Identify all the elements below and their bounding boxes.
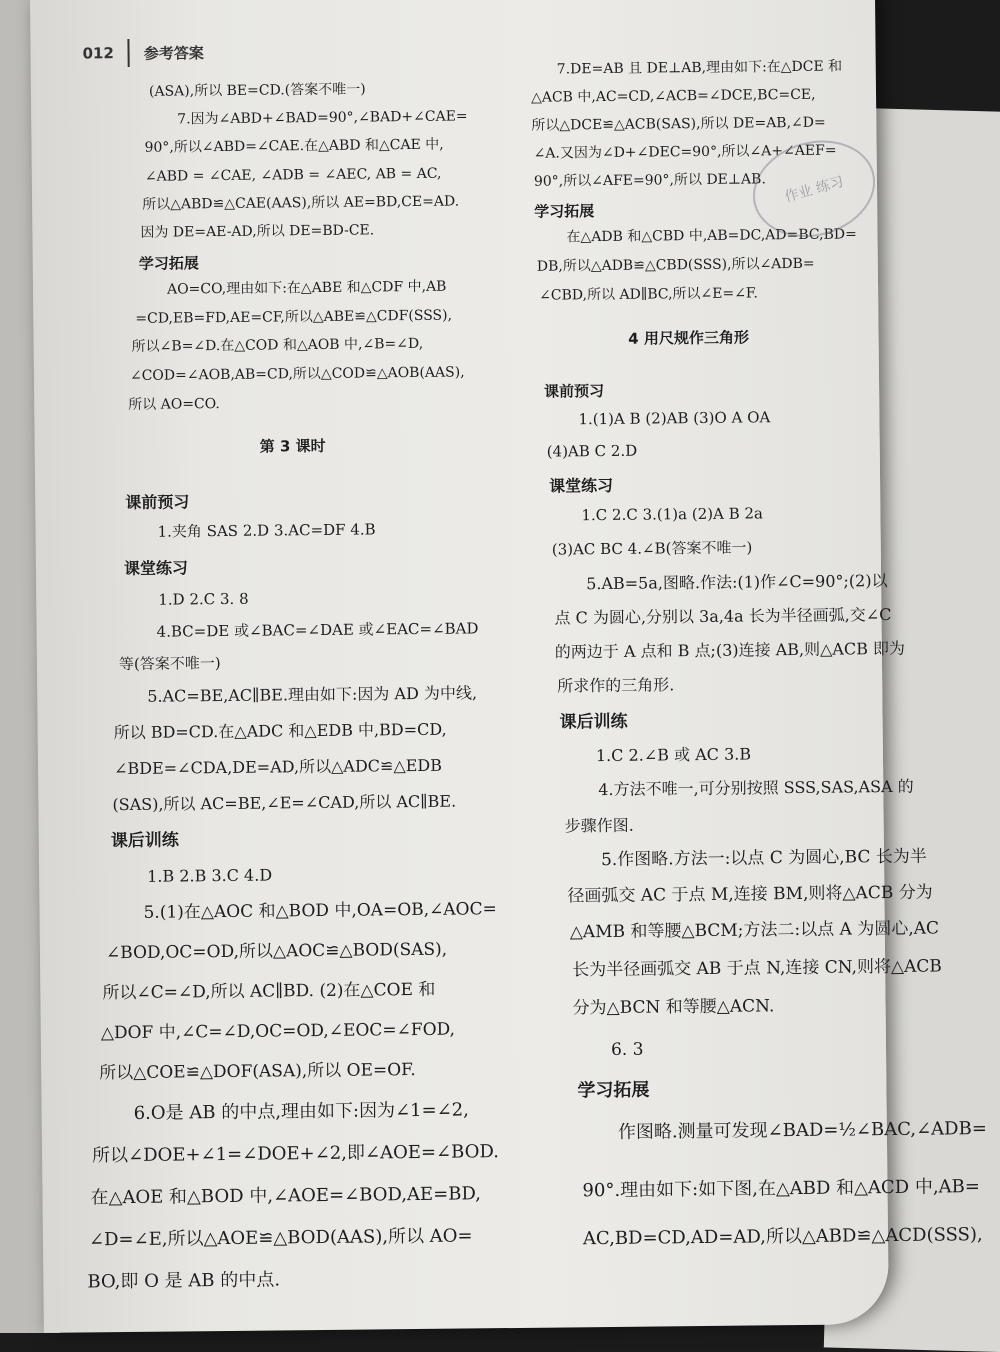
- answer-line: 1.D 2.C 3. 8: [158, 589, 249, 609]
- section-heading: 课前预习: [544, 382, 605, 401]
- answer-page: [30, 0, 987, 1333]
- answer-line: 因为 DE=AE-AD,所以 DE=BD-CE.: [140, 222, 375, 241]
- answer-line: 的两边于 A 点和 B 点;(3)连接 AB,则△ACB 即为: [554, 638, 906, 662]
- answer-line: △ACB 中,AC=CD,∠ACB=∠DCE,BC=CE,: [530, 86, 816, 106]
- answer-line: ∠BOD,OC=OD,所以△AOC≌△BOD(SAS),: [105, 939, 448, 964]
- answer-line: 90°.理由如下:如下图,在△ABD 和△ACD 中,AB=: [582, 1176, 981, 1202]
- section-heading: 课后训练: [559, 711, 628, 733]
- stamp-text: 作业 练习: [783, 173, 846, 206]
- answer-line: 所以∠C=∠D,所以 AC∥BD. (2)在△COE 和: [102, 979, 436, 1004]
- answer-line: 7.DE=AB 且 DE⊥AB,理由如下:在△DCE 和: [556, 58, 843, 78]
- answer-line: 90°,所以∠ABD=∠CAE.在△ABD 和△CAE 中,: [144, 136, 444, 156]
- answer-line: 1.(1)A B (2)AB (3)O A OA: [578, 408, 771, 429]
- answer-line: ∠BDE=∠CDA,DE=AD,所以△ADC≌△EDB: [113, 755, 443, 779]
- answer-line: △AMB 和等腰△BCM;方法二:以点 A 为圆心,AC: [569, 918, 940, 943]
- answer-line: 点 C 为圆心,分别以 3a,4a 长为半径画弧,交∠C: [554, 605, 892, 628]
- answer-line: ∠D=∠E,所以△AOE≌△BOD(AAS),所以 AO=: [88, 1225, 473, 1251]
- section-heading: 学习拓展: [138, 254, 199, 273]
- answer-line: 在△ADB 和△CBD 中,AB=DC,AD=BC,BD=: [566, 226, 857, 246]
- section-heading: 课后训练: [110, 830, 179, 852]
- answer-line: (4)AB C 2.D: [546, 441, 638, 461]
- answer-line: 5.AB=5a,图略.作法:(1)作∠C=90°;(2)以: [586, 571, 888, 594]
- answer-line: 5.(1)在△AOC 和△BOD 中,OA=OB,∠AOC=: [143, 899, 497, 923]
- answer-line: 等(答案不唯一): [118, 654, 221, 674]
- answer-line: 5.作图略.方法一:以点 C 为圆心,BC 长为半: [600, 846, 927, 871]
- answer-line: 4.方法不唯一,可分别按照 SSS,SAS,ASA 的: [598, 776, 914, 800]
- section-heading: 4 用尺规作三角形: [628, 328, 749, 348]
- section-heading: 课前预习: [125, 492, 190, 513]
- answer-line: 1.B 2.B 3.C 4.D: [147, 865, 273, 886]
- answer-line: (SAS),所以 AC=BE,∠E=∠CAD,所以 AC∥BE.: [112, 791, 457, 815]
- answer-line: ∠CBD,所以 AD∥BC,所以∠E=∠F.: [539, 285, 758, 304]
- answer-line: 所以 BD=CD.在△ADC 和△EDB 中,BD=CD,: [113, 719, 447, 743]
- left-column: [87, 81, 500, 1293]
- answer-line: 所以△ABD≌△CAE(AAS),所以 AE=BD,CE=AD.: [142, 193, 460, 213]
- answer-line: 4.BC=DE 或∠BAC=∠DAE 或∠EAC=∠BAD: [156, 619, 479, 641]
- answer-line: ∠A.又因为∠D+∠DEC=90°,所以∠A+∠AEF=: [533, 142, 837, 162]
- answer-line: 径画弧交 AC 于点 M,连接 BM,则将△ACB 分为: [567, 882, 933, 907]
- answer-line: 所以∠B=∠D.在△COD 和△AOB 中,∠B=∠D,: [131, 335, 424, 355]
- answer-line: 所以△DCE≌△ACB(SAS),所以 DE=AB,∠D=: [531, 114, 826, 134]
- answer-line: 所以 AO=CO.: [128, 396, 220, 413]
- answer-line: DB,所以△ADB≌△CBD(SSS),所以∠ADB=: [536, 255, 815, 275]
- answer-line: BO,即 O 是 AB 的中点.: [87, 1269, 281, 1293]
- answer-line: 1.夹角 SAS 2.D 3.AC=DF 4.B: [157, 520, 376, 541]
- answer-line: 步骤作图.: [564, 815, 634, 836]
- page-number: 012: [82, 44, 114, 63]
- answer-line: (3)AC BC 4.∠B(答案不唯一): [551, 538, 753, 559]
- answer-line: 6.O是 AB 的中点,理由如下:因为∠1=∠2,: [133, 1099, 470, 1124]
- page-header: [82, 38, 204, 67]
- answer-line: =CD,EB=FD,AE=CF,所以△ABE≌△CDF(SSS),: [135, 307, 453, 327]
- section-heading: 课堂练习: [549, 475, 614, 496]
- section-heading: 第 3 课时: [259, 436, 326, 456]
- header-divider: [128, 39, 130, 67]
- answer-line: ∠COD=∠AOB,AB=CD,所以△COD≌△AOB(AAS),: [129, 364, 465, 384]
- answer-line: (ASA),所以 BE=CD.(答案不唯一): [148, 81, 366, 100]
- answer-line: △DOF 中,∠C=∠D,OC=OD,∠EOC=∠FOD,: [100, 1019, 456, 1044]
- answer-line: 7.因为∠ABD+∠BAD=90°,∠BAD+∠CAE=: [177, 108, 468, 128]
- answer-line: ∠ABD = ∠CAE, ∠ADB = ∠AEC, AB = AC,: [144, 165, 442, 185]
- answer-line: 所求作的三角形.: [557, 675, 675, 696]
- section-heading: 课堂练习: [123, 558, 189, 579]
- answer-line: 作图略.测量可发现∠BAD=½∠BAC,∠ADB=: [617, 1118, 987, 1143]
- answer-line: 分为△BCN 和等腰△ACN.: [572, 996, 775, 1019]
- answer-line: 所以△COE≌△DOF(ASA),所以 OE=OF.: [99, 1060, 416, 1084]
- answer-line: 长为半径画弧交 AB 于点 N,连接 CN,则将△ACB: [572, 956, 942, 981]
- answer-line: AO=CO,理由如下:在△ABE 和△CDF 中,AB: [166, 278, 447, 298]
- answer-line: 6. 3: [610, 1039, 644, 1060]
- answer-line: 5.AC=BE,AC∥BE.理由如下:因为 AD 为中线,: [147, 683, 478, 706]
- section-heading: 学习拓展: [577, 1079, 650, 1102]
- answer-line: 90°,所以∠AFE=90°,所以 DE⊥AB.: [533, 171, 766, 190]
- answer-line: 1.C 2.C 3.(1)a (2)A B 2a: [581, 504, 764, 525]
- answer-line: 所以∠DOE+∠1=∠DOE+∠2,即∠AOE=∠BOD.: [91, 1141, 500, 1167]
- section-heading: 学习拓展: [534, 202, 595, 221]
- answer-line: AC,BD=CD,AD=AD,所以△ABD≌△ACD(SSS),: [582, 1224, 983, 1250]
- answer-line: 在△AOE 和△BOD 中,∠AOE=∠BOD,AE=BD,: [90, 1183, 482, 1209]
- answer-line: 1.C 2.∠B 或 AC 3.B: [595, 744, 752, 766]
- section-title: 参考答案: [143, 43, 204, 63]
